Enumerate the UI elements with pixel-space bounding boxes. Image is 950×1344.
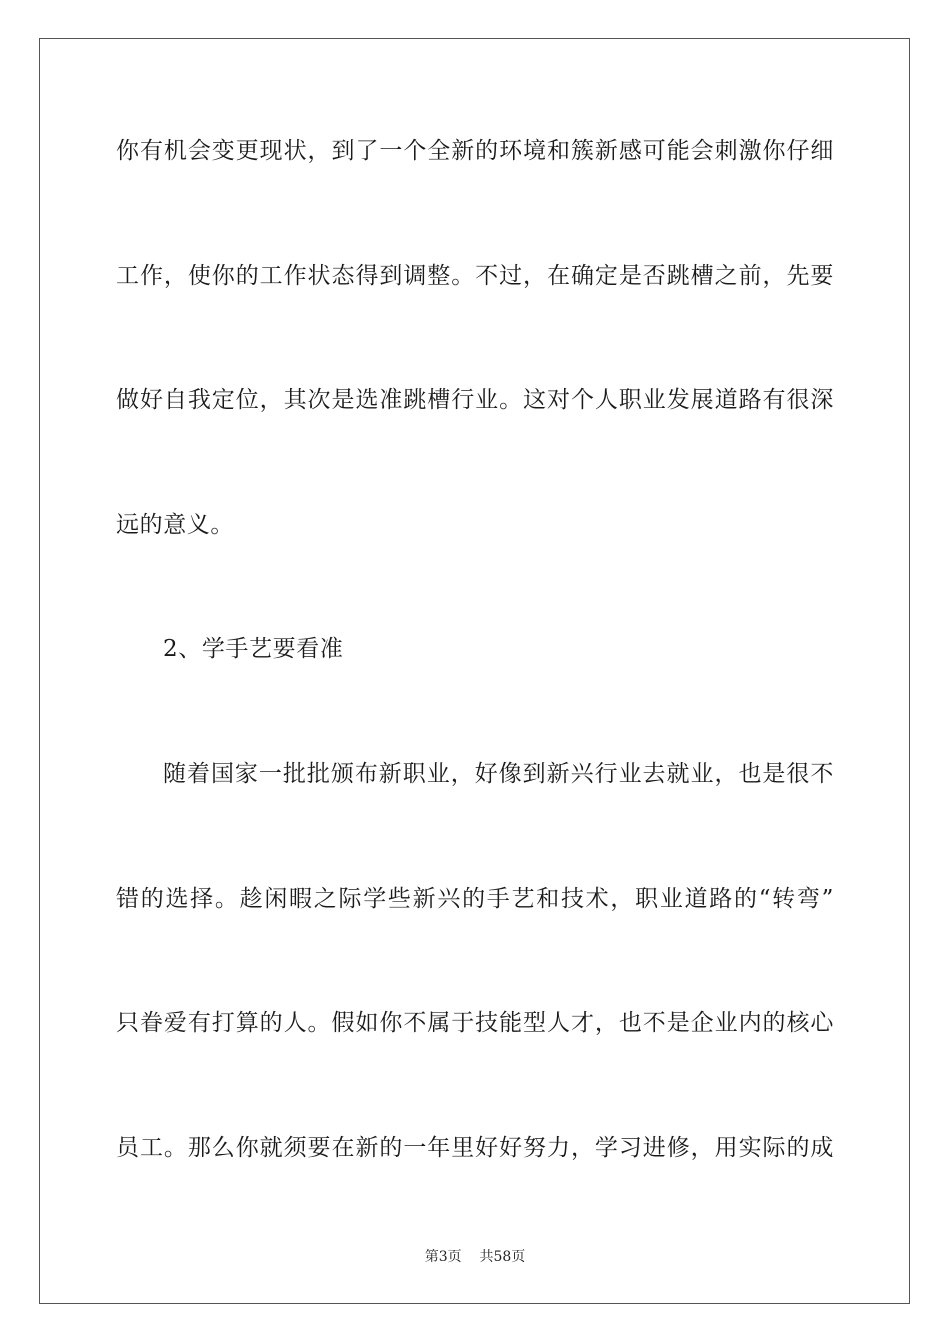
body-line-6: 随着国家一批批颁布新职业，好像到新兴行业去就业，也是很不 bbox=[163, 761, 834, 787]
body-line-4: 远的意义。 bbox=[116, 512, 234, 538]
page-footer bbox=[0, 1248, 950, 1266]
body-line-9: 员工。那么你就须要在新的一年里好好努力，学习进修，用实际的成 bbox=[116, 1135, 834, 1161]
section-heading: 2、学手艺要看准 bbox=[163, 636, 344, 662]
page-number: 第3页 bbox=[424, 1249, 462, 1265]
total-pages: 共58页 bbox=[479, 1249, 526, 1265]
body-line-1: 你有机会变更现状，到了一个全新的环境和簇新感可能会刺激你仔细 bbox=[116, 138, 834, 164]
body-line-3: 做好自我定位，其次是选准跳槽行业。这对个人职业发展道路有很深 bbox=[116, 387, 834, 413]
body-line-7: 错的选择。趁闲暇之际学些新兴的手艺和技术，职业道路的“转弯” bbox=[116, 886, 834, 912]
body-line-8: 只眷爱有打算的人。假如你不属于技能型人才，也不是企业内的核心 bbox=[116, 1010, 834, 1036]
page-border bbox=[39, 38, 910, 1304]
body-line-2: 工作，使你的工作状态得到调整。不过，在确定是否跳槽之前，先要 bbox=[116, 263, 834, 289]
